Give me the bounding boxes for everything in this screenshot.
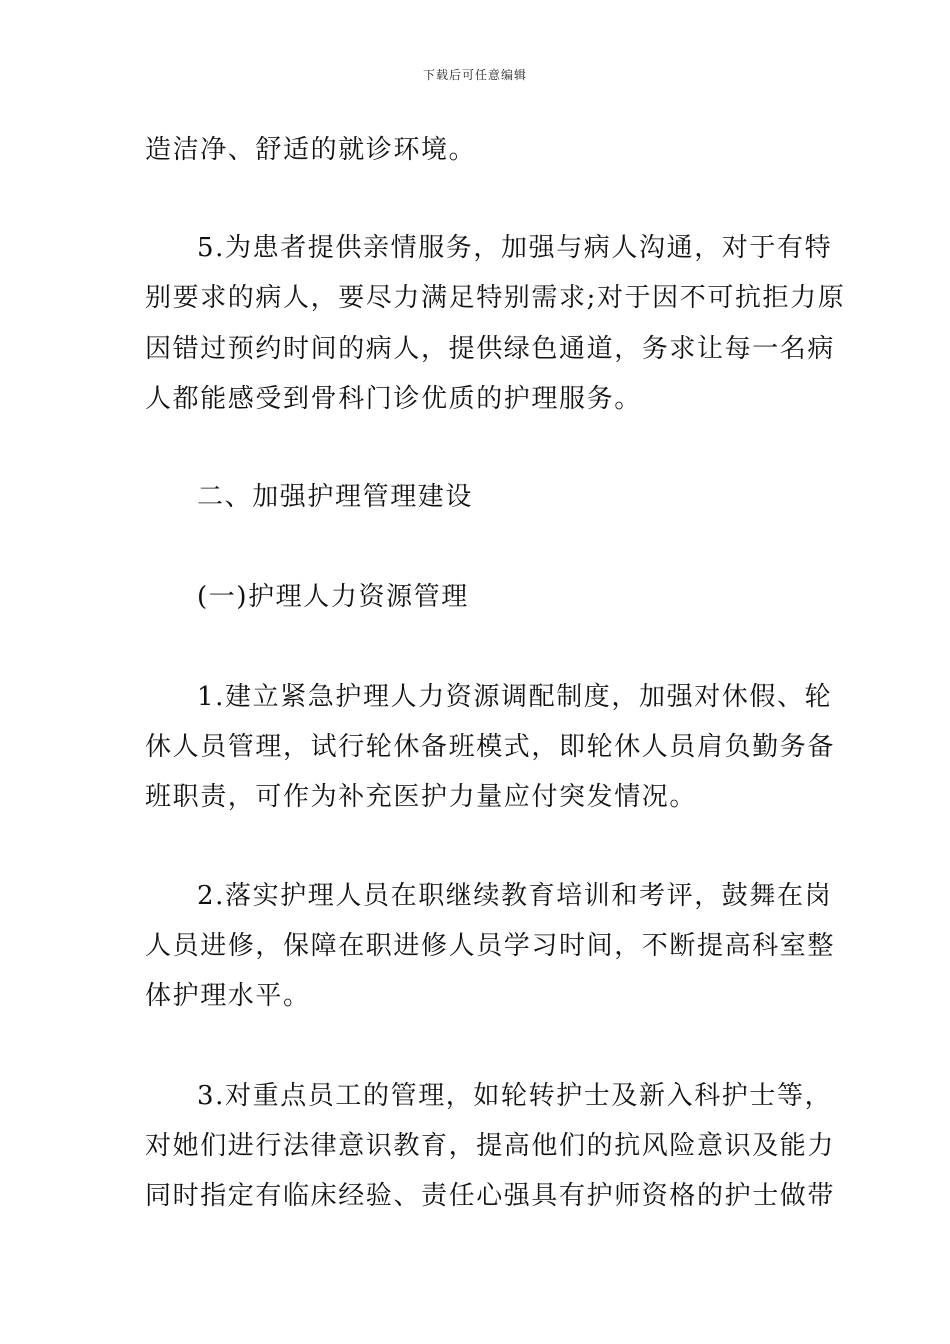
paragraph-line: 人都能感受到骨科门诊优质的护理服务。	[145, 384, 642, 414]
paragraph-line: 3.对重点员工的管理，如轮转护士及新入科护士等，	[197, 1081, 833, 1111]
page-header: 下载后可任意编辑	[422, 68, 527, 82]
paragraph-line: 2.落实护理人员在职继续教育培训和考评，鼓舞在岗	[197, 881, 833, 911]
paragraph-line: 因错过预约时间的病人，提供绿色通道，务求让每一名病	[145, 334, 836, 364]
paragraph-line: 别要求的病人，要尽力满足特别需求;对于因不可抗拒力原	[145, 283, 846, 313]
paragraph-line: 班职责，可作为补充医护力量应付突发情况。	[145, 782, 698, 812]
paragraph-line: 1.建立紧急护理人力资源调配制度，加强对休假、轮	[197, 682, 833, 712]
paragraph-line: 同时指定有临床经验、责任心强具有护师资格的护士做带	[145, 1181, 836, 1211]
subsection-heading: (一)护理人力资源管理	[197, 582, 469, 612]
paragraph-line: 休人员管理，试行轮休备班模式，即轮休人员肩负勤务备	[145, 732, 836, 762]
paragraph-line: 5.为患者提供亲情服务，加强与病人沟通，对于有特	[197, 233, 833, 263]
section-heading: 二、加强护理管理建设	[197, 482, 474, 512]
paragraph-line: 体护理水平。	[145, 981, 311, 1011]
paragraph-line: 对她们进行法律意识教育，提高他们的抗风险意识及能力	[145, 1131, 836, 1161]
paragraph-line: 人员进修，保障在职进修人员学习时间，不断提高科室整	[145, 931, 836, 961]
paragraph-line: 造洁净、舒适的就诊环境。	[145, 135, 477, 165]
